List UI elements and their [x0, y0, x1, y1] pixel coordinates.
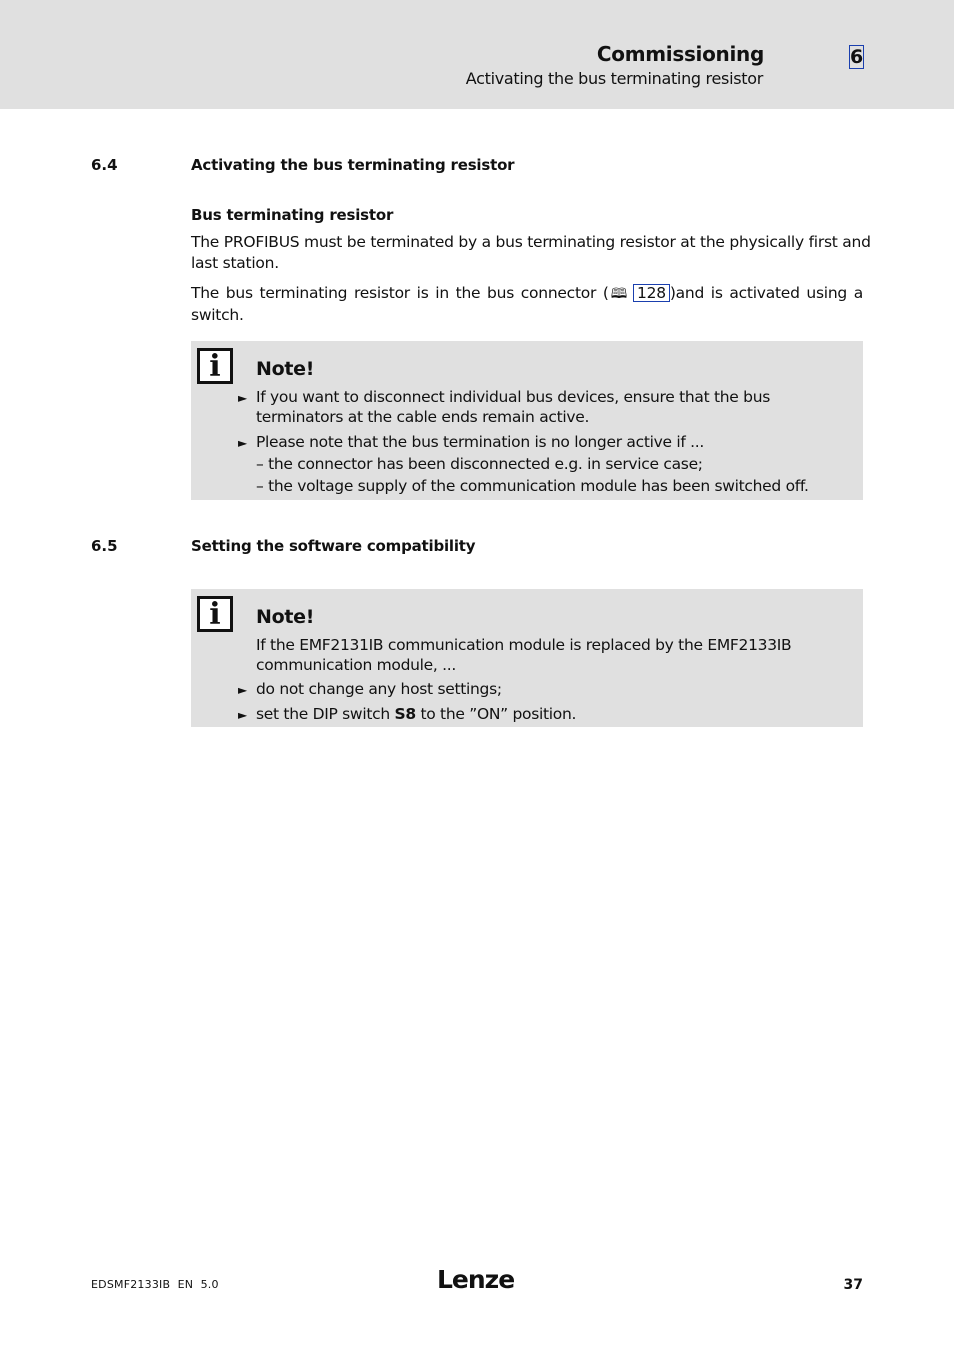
subheading: Bus terminating resistor	[191, 206, 394, 224]
paragraph-text: The bus terminating resistor is in the bus connector (	[191, 284, 609, 302]
triangle-bullet-icon: ►	[238, 391, 247, 405]
section-number: 6.4	[91, 156, 118, 174]
note-bold-text: S8	[394, 705, 416, 723]
note-text: set the DIP switch	[256, 705, 395, 723]
section-title: Activating the bus terminating resistor	[191, 156, 515, 174]
triangle-bullet-icon: ►	[238, 436, 247, 450]
note-text: If the EMF2131IB communication module is replaced by the EMF2133IB	[256, 636, 792, 654]
chapter-number-link[interactable]: 6	[850, 46, 864, 68]
paragraph-text: )and is activated using a switch.	[191, 284, 863, 324]
paragraph	[191, 283, 863, 326]
chapter-title: Commissioning	[596, 42, 764, 66]
info-icon: i	[197, 596, 233, 632]
paragraph-line: The PROFIBUS must be terminated by a bus terminating resistor at the physically first and	[191, 233, 871, 251]
page-number: 37	[843, 1277, 863, 1293]
note-text: terminators at the cable ends remain active.	[256, 408, 590, 426]
page-reference-link[interactable]: 128	[633, 284, 670, 302]
paragraph-line: last station.	[191, 254, 279, 272]
note-text: If you want to disconnect individual bus devices, ensure that the bus	[256, 388, 771, 406]
note-text: communication module, ...	[256, 656, 457, 674]
triangle-bullet-icon: ►	[238, 683, 247, 697]
note-bullet	[238, 432, 705, 452]
note-dash-item: – the connector has been disconnected e.g. in service case;	[256, 455, 703, 473]
triangle-bullet-icon: ►	[238, 708, 247, 722]
note-bullet	[238, 679, 502, 699]
header-band	[0, 0, 954, 109]
paragraph	[191, 232, 871, 274]
section-number: 6.5	[91, 537, 118, 555]
note-text: Please note that the bus termination is no longer active if ...	[256, 433, 705, 451]
document-code: EDSMF2133IB EN 5.0	[91, 1278, 219, 1291]
note-text: to the ”ON” position.	[415, 705, 577, 723]
note-title: Note!	[256, 606, 315, 628]
section-title: Setting the software compatibility	[191, 537, 476, 555]
note-title: Note!	[256, 358, 315, 380]
book-icon: 🕮	[608, 286, 630, 302]
note-text: do not change any host settings;	[256, 680, 502, 698]
info-icon: i	[197, 348, 233, 384]
note-dash-item: – the voltage supply of the communication module has been switched off.	[256, 477, 809, 495]
note-box	[191, 589, 863, 727]
note-bullet	[238, 387, 771, 407]
note-box	[191, 341, 863, 500]
lenze-logo: Lenze	[437, 1265, 515, 1294]
note-bullet	[238, 704, 577, 724]
chapter-subtitle: Activating the bus terminating resistor	[465, 69, 763, 88]
